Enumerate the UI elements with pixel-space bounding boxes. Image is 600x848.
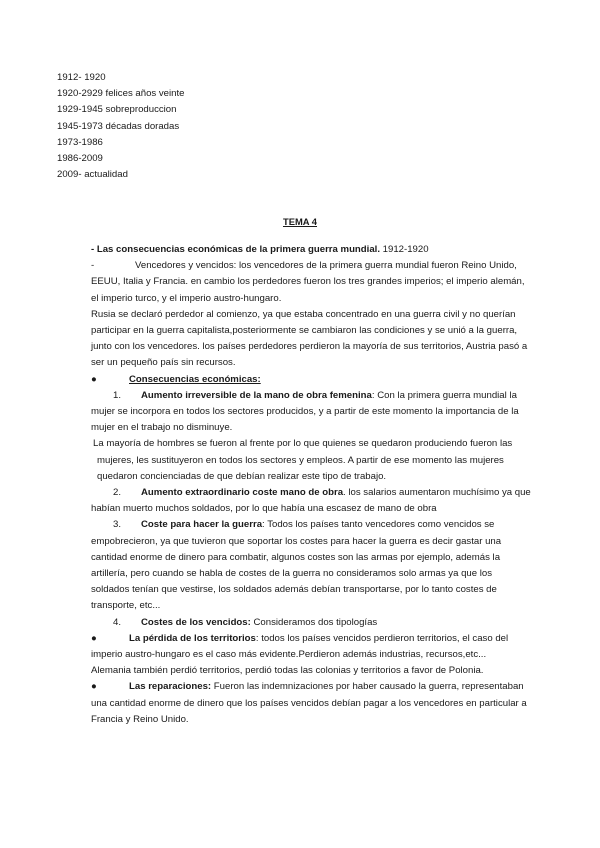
list-item: [91, 485, 531, 517]
rusia-paragraph: Rusia se declaró perdedor al comienzo, ya que estaba concentrado en una guerra civil y no querían participar en la guerra capitalista,posteriormente se cambiaron las condiciones y se unió a la guerra, junto con los vencedores. los países perdedores perdieron la mayoría de sus territorios, Austria pasó a ser un pequeño país sin recursos.: [91, 308, 528, 369]
sub-bullet-text: : todos los países vencidos perdieron territorios, el caso del imperio austro-hungaro es el caso más evidente.Perdieron además industrias, recursos,etc...: [91, 632, 509, 661]
bullet-icon: ●: [91, 681, 97, 693]
item-title: Aumento irreversible de la mano de obra femenina: [141, 389, 372, 401]
vencedores-text: Vencedores y vencidos: los vencedores de la primera guerra mundial fueron Reino Unido, EEUU, Italia y Francia. en cambio los perdedores fueron los tres grandes imperios; el imperio alemán, el imperio turco, y el imperio austro-hungaro.: [91, 260, 525, 304]
consecuencias-label: Consecuencias económicas:: [129, 373, 261, 385]
item-text: . los salarios aumentaron muchísimo ya que habían muerto muchos soldados, por lo que había una escasez de mano de obra: [91, 487, 531, 515]
bullet-icon: ●: [91, 632, 97, 644]
item-number: 2.: [112, 487, 121, 499]
sub-bullet-text: Fueron las indemnizaciones por haber causado la guerra, representaban una cantidad enorme de dinero que los países vencidos debían pagar a los vencedores en particular a Francia y Reino Unido.: [91, 681, 527, 725]
list-item: [91, 388, 531, 437]
timeline-item: 1912- 1920: [57, 72, 106, 83]
timeline-list: [57, 70, 184, 183]
timeline-item: 2009- actualidad: [57, 169, 128, 181]
page-title: TEMA 4: [282, 216, 318, 227]
list-item: [91, 615, 531, 631]
item-number: 1.: [112, 389, 121, 401]
vencedores-paragraph: [91, 258, 531, 307]
timeline-item: 1973-1986: [57, 136, 103, 148]
section-heading: [91, 242, 531, 258]
item-text: : Todos los países tanto vencedores como vencidos se empobrecieron, ya que tuvieron que soportar los costes para hacer la guerra es decir gastar una cantidad enorme de dinero para combatir, algunos costes son las armas por ejemplo, además la artillería, pero cuando se habla de costes de la guerra no consideramos solo armas ya que los soldados tenían que vestirse, los soldados además debían transportarse, por lo tanto costes de transporte, etc...: [91, 519, 502, 612]
timeline-item: 1920-2929 felices años veinte: [57, 88, 185, 100]
list-dash: -: [91, 260, 95, 272]
bullet-icon: ●: [91, 373, 97, 385]
sub-bullet-item: [91, 679, 531, 728]
item-title: Aumento extraordinario coste mano de obra: [141, 487, 344, 499]
item-number: 4.: [112, 616, 121, 628]
alemania-paragraph: Alemania también perdió territorios, perdió todas las colonias y territorios a favor de Polonia.: [91, 665, 484, 677]
sub-bullet-item: [91, 631, 531, 663]
section-heading-text: - Las consecuencias económicas de la primera guerra mundial.: [91, 244, 380, 255]
timeline-item: 1929-1945 sobreproduccion: [57, 104, 177, 116]
item-title: Coste para hacer la guerra: [141, 519, 263, 531]
document-body: [91, 242, 531, 728]
timeline-item: 1986-2009: [57, 153, 103, 165]
item-text: Consideramos dos tipologías: [250, 616, 378, 628]
item-title: Costes de los vencidos:: [141, 616, 251, 628]
sub-bullet-title: La pérdida de los territorios: [129, 632, 256, 644]
mayoria-paragraph: La mayoría de hombres se fueron al frente por lo que quienes se quedaron produciendo fueron las mujeres, les sustituyeron en todos los sectores y empleos. A partir de ese momento las mujeres quedaron concienciadas de que debían realizar este tipo de trabajo.: [93, 438, 513, 482]
section-dates: 1912-1920: [382, 244, 429, 255]
list-item: [91, 517, 531, 614]
item-text: : Con la primera guerra mundial la mujer se incorpora en todos los sectores producidos, y a partir de este momento la importancia de la mujer en el trabajo no disminuye.: [91, 389, 519, 434]
sub-bullet-title: Las reparaciones:: [129, 681, 212, 693]
timeline-item: 1945-1973 décadas doradas: [57, 120, 180, 132]
consecuencias-heading: [91, 372, 531, 388]
item-number: 3.: [112, 519, 121, 531]
